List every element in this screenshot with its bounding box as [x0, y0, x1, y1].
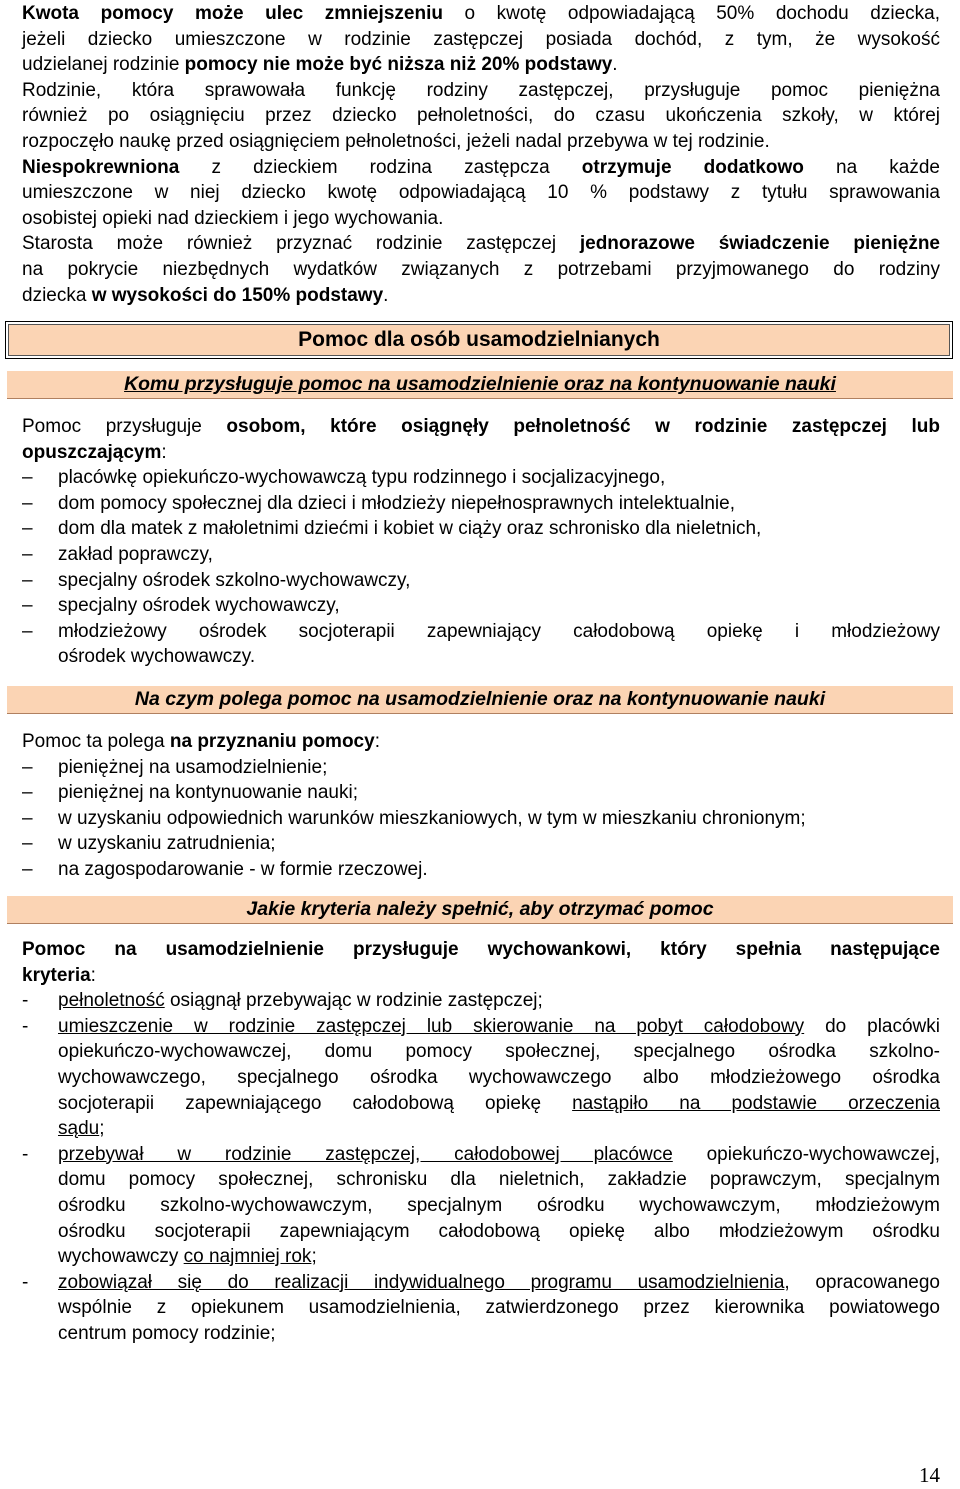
paragraph-reduction-l3: udzielanej rodzinie pomocy nie może być niższa niż 20% podstawy. [22, 54, 618, 76]
list-item-text: dom pomocy społecznej dla dzieci i młodzieży niepełnosprawnych intelektualnie, [58, 492, 735, 514]
criterion-2-l4: socjoterapii zapewniającego całodobową opiekę nastąpiło na podstawie orzeczenia [58, 1092, 940, 1114]
list-item-text: pieniężnej na kontynuowanie nauki; [58, 782, 358, 804]
list-item-text: na zagospodarowanie - w formie rzeczowej. [58, 858, 428, 880]
criteria-intro-l1: Pomoc na usamodzielnienie przysługuje wychowankowi, który spełnia następujące [22, 939, 940, 960]
criterion-1: - pełnoletność osiągnął przebywając w rodzinie zastępczej; [22, 990, 543, 1012]
list-item [22, 542, 940, 568]
section-criteria [22, 937, 940, 1347]
criterion-2: - umieszczenie w rodzinie zastępczej lub skierowanie na pobyt całodobowy do placówki [22, 1015, 940, 1037]
section-header-support: Na czym polega pomoc na usamodzielnienie oraz na kontynuowanie nauki [7, 686, 953, 714]
paragraph-reduction-l2: jeżeli dziecko umieszczone w rodzinie zastępczej posiada dochód, z tym, że wysokość [22, 28, 940, 50]
criterion-2-l5: sądu; [58, 1118, 105, 1140]
paragraph-adulthood-l3: rozpoczęło naukę przed osiągnięciem pełnoletności, jeżeli nadal przebywa w tej rodzinie. [22, 130, 770, 152]
list-item [22, 516, 940, 542]
list-item: – młodzieżowy ośrodek socjoterapii zapewniający całodobową opiekę i młodzieżowy [22, 620, 940, 642]
paragraph-unrelated-l2: umieszczone w niej dziecko kwotę odpowiadającą 10 % podstawy z tytułu sprawowania [22, 182, 940, 204]
paragraph-adulthood-l1: Rodzinie, która sprawowała funkcję rodziny zastępczej, przysługuje pomoc pieniężna [22, 79, 940, 101]
section-header-criteria: Jakie kryteria należy spełnić, aby otrzymać pomoc [7, 896, 953, 924]
main-section-header: Pomoc dla osób usamodzielnianych [5, 321, 953, 359]
list-dash: – [22, 595, 33, 617]
eligibility-list [22, 465, 940, 619]
list-dash: – [22, 569, 33, 591]
list-item-cont: ośrodek wychowawczy. [58, 646, 256, 668]
criteria-intro-l2: kryteria: [22, 964, 96, 986]
list-item [22, 755, 940, 781]
paragraph-unrelated-l1: Niespokrewniona z dzieckiem rodzina zastępcza otrzymuje dodatkowo na każde [22, 156, 940, 178]
list-dash: – [22, 756, 33, 778]
eligibility-intro-l2: opuszczającym: [22, 441, 167, 463]
list-item [22, 857, 940, 883]
criterion-3-l3: ośrodku szkolno-wychowawczym, specjalnym ośrodku wychowawczym, młodzieżowym [58, 1194, 940, 1216]
criterion-4: - zobowiązał się do realizacji indywidualnego programu usamodzielnienia, opracowanego [22, 1271, 940, 1293]
paragraph-starosta-l1: Starosta może również przyznać rodzinie zastępczej jednorazowe świadczenie pieniężne [22, 233, 941, 255]
section-eligibility [22, 414, 940, 670]
list-item [22, 593, 940, 619]
list-dash: – [22, 518, 33, 540]
eligibility-intro-l1: Pomoc przysługuje osobom, które osiągnęły pełnoletność w rodzinie zastępczej lub [22, 416, 940, 437]
list-item [22, 465, 940, 491]
list-dash: – [22, 807, 33, 829]
criterion-3-l5: wychowawczy co najmniej rok; [58, 1246, 317, 1268]
criterion-3-l2: domu pomocy społecznej, schronisku dla nieletnich, zakładzie poprawczym, specjalnym [58, 1169, 940, 1191]
support-intro: Pomoc ta polega na przyznaniu pomocy: [22, 731, 380, 752]
list-dash: – [22, 782, 33, 804]
section-header-eligibility: Komu przysługuje pomoc na usamodzielnienie oraz na kontynuowanie nauki [7, 371, 953, 399]
paragraph-unrelated-l3: osobistej opieki nad dzieckiem i jego wychowania. [22, 207, 444, 229]
list-item-text: specjalny ośrodek szkolno-wychowawczy, [58, 569, 411, 591]
list-item-text: specjalny ośrodek wychowawczy, [58, 595, 340, 617]
list-item-text: placówkę opiekuńczo-wychowawczą typu rodzinnego i socjalizacyjnego, [58, 467, 666, 489]
criterion-4-l3: centrum pomocy rodzinie; [58, 1322, 276, 1344]
criterion-3-l4: ośrodku socjoterapii zapewniającym całodobową opiekę albo młodzieżowym ośrodku [58, 1220, 940, 1242]
criterion-3: - przebywał w rodzinie zastępczej, całodobowej placówce opiekuńczo-wychowawczej, [22, 1143, 940, 1165]
list-dash: – [22, 833, 33, 855]
list-item-text: w uzyskaniu odpowiednich warunków mieszkaniowych, w tym w mieszkaniu chronionym; [58, 807, 806, 829]
support-list [22, 755, 940, 883]
paragraph-adulthood-l2: również po osiągnięciu przez dziecko pełnoletności, do czasu ukończenia szkoły, w której [22, 105, 940, 127]
section-support [22, 729, 940, 883]
list-item-text: w uzyskaniu zatrudnienia; [58, 833, 276, 855]
list-item-text: zakład poprawczy, [58, 543, 213, 565]
list-dash: – [22, 858, 33, 880]
criterion-2-l2: opiekuńczo-wychowawczej, domu pomocy społecznej, specjalnego ośrodka szkolno- [58, 1041, 940, 1063]
list-item-text: dom dla matek z małoletnimi dziećmi i kobiet w ciąży oraz schronisko dla nieletnich, [58, 518, 762, 540]
page-number: 14 [919, 1463, 940, 1487]
paragraph-starosta-l3: dziecka w wysokości do 150% podstawy. [22, 284, 389, 306]
criterion-2-l3: wychowawczego, specjalnego ośrodka wychowawczego albo młodzieżowego ośrodka [58, 1066, 940, 1088]
list-item [22, 491, 940, 517]
intro-paragraphs [22, 1, 940, 308]
list-item [22, 831, 940, 857]
list-item [22, 780, 940, 806]
list-dash: – [22, 492, 33, 514]
criterion-4-l2: wspólnie z opiekunem usamodzielnienia, zatwierdzonego przez kierownika powiatowego [58, 1297, 940, 1319]
list-dash: – [22, 543, 33, 565]
list-item [22, 806, 940, 832]
paragraph-starosta-l2: na pokrycie niezbędnych wydatków związanych z potrzebami przyjmowanego do rodziny [22, 258, 940, 280]
list-item [22, 568, 940, 594]
list-dash: – [22, 467, 33, 489]
paragraph-reduction: Kwota pomocy może ulec zmniejszeniu o kwotę odpowiadającą 50% dochodu dziecka, [22, 3, 940, 24]
list-item-text: pieniężnej na usamodzielnienie; [58, 756, 328, 778]
